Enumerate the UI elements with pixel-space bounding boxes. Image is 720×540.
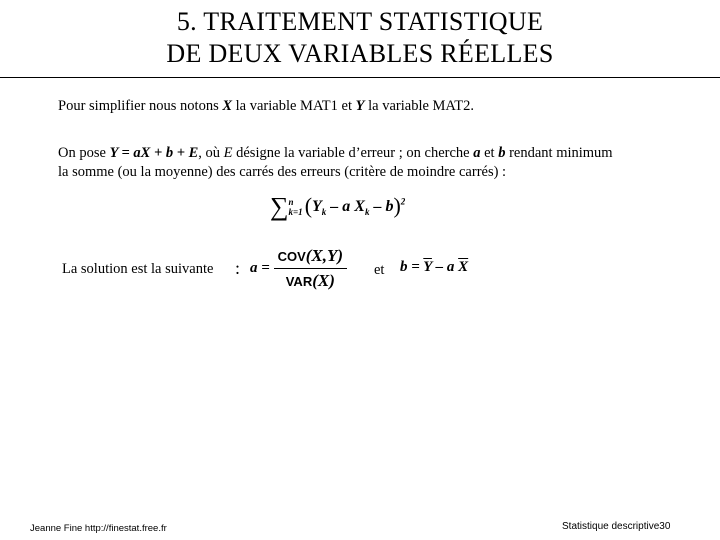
fraction-denominator xyxy=(274,269,347,291)
intro-text-3: la variable MAT2. xyxy=(364,98,475,114)
title-divider xyxy=(0,77,720,78)
intro-paragraph xyxy=(58,97,474,116)
model-text-pose: On pose xyxy=(58,145,110,161)
solution-label: La solution est la suivante xyxy=(62,261,214,277)
sum-ax: – a X xyxy=(326,198,365,215)
title-line-1: 5. TRAITEMENT STATISTIQUE xyxy=(176,7,544,36)
intro-text-1: Pour simplifier nous notons xyxy=(58,98,223,114)
sum-y: Y xyxy=(312,198,322,215)
paren-open: ( xyxy=(304,193,313,218)
sub-k-1: k xyxy=(321,207,327,218)
cov-var-fraction xyxy=(274,246,347,291)
cov-args: (X,Y) xyxy=(305,246,344,265)
sigma-symbol: ∑ xyxy=(270,192,289,221)
model-paragraph-line-1 xyxy=(58,144,613,163)
model-text-1: , où xyxy=(198,145,224,161)
sub-k-2: k xyxy=(364,207,370,218)
sum-lower: k=1 xyxy=(288,207,303,218)
var-text: VAR xyxy=(285,274,313,289)
model-text-2: désigne la variable d’erreur ; on cherche xyxy=(232,145,474,161)
sum-limits xyxy=(289,197,303,217)
formula-b xyxy=(400,259,468,276)
minus-a: – a xyxy=(431,259,459,275)
formula-a xyxy=(250,246,347,291)
model-equation: Y = aX + b + E xyxy=(109,145,199,161)
et-conjunction: et xyxy=(374,262,385,278)
var-b: b xyxy=(498,145,506,161)
footer-author: Jeanne Fine http://finestat.free.fr xyxy=(30,523,167,534)
b-equals: b = xyxy=(400,259,424,275)
sum-upper: n xyxy=(288,197,294,208)
var-y: Y xyxy=(355,98,365,114)
var-x: X xyxy=(222,98,233,114)
intro-text-2: la variable MAT1 et xyxy=(232,98,356,114)
x-bar: $\overline{X}$ xyxy=(458,259,469,275)
model-paragraph-line-2: la somme (ou la moyenne) des carrés des erreurs (critère de moindre carrés) : xyxy=(58,164,507,180)
var-args: (X) xyxy=(312,271,335,290)
a-equals: a = xyxy=(250,260,270,276)
slide-title xyxy=(0,6,720,70)
fraction-numerator xyxy=(274,246,347,269)
exponent-2: 2 xyxy=(400,196,406,207)
sum-b: – b xyxy=(369,198,394,215)
paren-close: ) xyxy=(393,193,401,218)
var-e: E xyxy=(223,145,233,161)
model-text-et: et xyxy=(480,145,499,161)
footer-page-label: Statistique descriptive30 xyxy=(562,521,671,532)
model-text-3: rendant minimum xyxy=(505,145,613,161)
y-bar: $\overline{Y}$ xyxy=(423,259,432,275)
cov-text: COV xyxy=(277,249,306,264)
solution-colon: : xyxy=(235,258,241,278)
var-a: a xyxy=(473,145,481,161)
title-line-2: DE DEUX VARIABLES RÉELLES xyxy=(166,39,554,68)
least-squares-formula xyxy=(270,188,405,220)
